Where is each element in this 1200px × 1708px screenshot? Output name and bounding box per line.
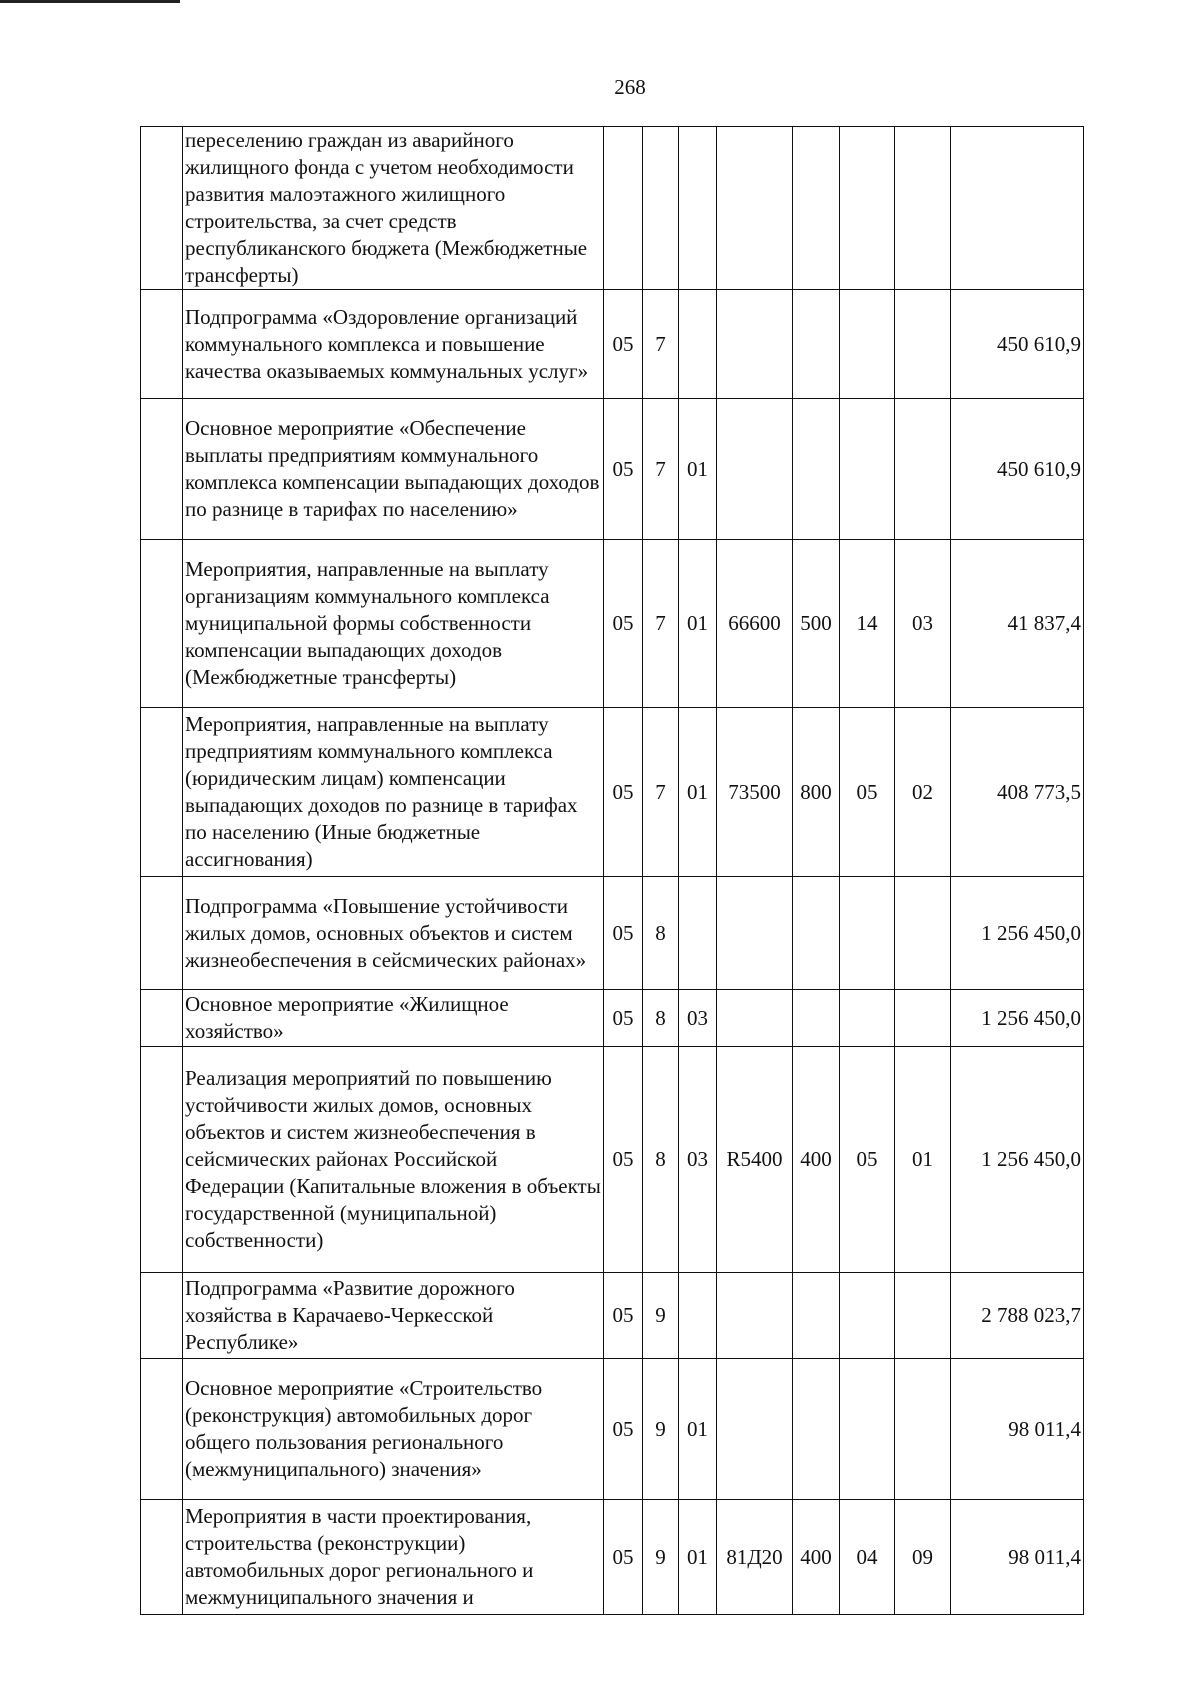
- program-cell: 9: [643, 1500, 679, 1615]
- chapter-cell: 05: [840, 708, 895, 877]
- event-cell: [679, 877, 717, 990]
- direction-cell: R5400: [717, 1047, 793, 1273]
- expense-type-cell: 400: [793, 1047, 840, 1273]
- direction-cell: [717, 990, 793, 1047]
- subchapter-cell: [895, 877, 951, 990]
- program-cell: 8: [643, 1047, 679, 1273]
- amount-cell: 98 011,4: [951, 1359, 1084, 1500]
- chapter-cell: [840, 1273, 895, 1359]
- event-cell: 01: [679, 1500, 717, 1615]
- chapter-cell: [840, 290, 895, 399]
- description-cell: Основное мероприятие «Жилищное хозяйство»: [183, 990, 604, 1047]
- table-row: [141, 1273, 1084, 1359]
- expense-type-cell: [793, 290, 840, 399]
- description-cell: Основное мероприятие «Обеспечение выплаты предприятиям коммунального комплекса компенсации выпадающих доходов по разнице в тарифах по населению»: [183, 399, 604, 540]
- section-cell: 05: [604, 1273, 643, 1359]
- amount-cell: 450 610,9: [951, 399, 1084, 540]
- direction-cell: [717, 127, 793, 290]
- chapter-cell: [840, 399, 895, 540]
- amount-cell: 2 788 023,7: [951, 1273, 1084, 1359]
- direction-cell: [717, 1359, 793, 1500]
- section-cell: [604, 127, 643, 290]
- subchapter-cell: 03: [895, 540, 951, 708]
- amount-cell: 450 610,9: [951, 290, 1084, 399]
- section-cell: 05: [604, 1359, 643, 1500]
- program-cell: 7: [643, 708, 679, 877]
- event-cell: 01: [679, 540, 717, 708]
- expense-type-cell: [793, 877, 840, 990]
- expense-type-cell: 800: [793, 708, 840, 877]
- subchapter-cell: [895, 127, 951, 290]
- event-cell: 01: [679, 399, 717, 540]
- program-cell: 9: [643, 1273, 679, 1359]
- row-number-cell: [141, 877, 183, 990]
- table-row: [141, 708, 1084, 877]
- direction-cell: 73500: [717, 708, 793, 877]
- subchapter-cell: [895, 399, 951, 540]
- expense-type-cell: [793, 399, 840, 540]
- table-row: [141, 1047, 1084, 1273]
- event-cell: 03: [679, 990, 717, 1047]
- amount-cell: 98 011,4: [951, 1500, 1084, 1615]
- table-row: [141, 1359, 1084, 1500]
- description-cell: Реализация мероприятий по повышению устойчивости жилых домов, основных объектов и систем жизнеобеспечения в сейсмических районах Российской Федерации (Капитальные вложения в объекты государственной (муниципальной) собственности): [183, 1047, 604, 1273]
- amount-cell: 408 773,5: [951, 708, 1084, 877]
- program-cell: 9: [643, 1359, 679, 1500]
- budget-table: [140, 126, 1084, 1615]
- chapter-cell: [840, 1359, 895, 1500]
- table-row: [141, 1500, 1084, 1615]
- description-cell: Мероприятия, направленные на выплату предприятиям коммунального комплекса (юридическим лицам) компенсации выпадающих доходов по разнице в тарифах по населению (Иные бюджетные ассигнования): [183, 708, 604, 877]
- chapter-cell: [840, 877, 895, 990]
- event-cell: [679, 1273, 717, 1359]
- direction-cell: [717, 877, 793, 990]
- event-cell: [679, 290, 717, 399]
- section-cell: 05: [604, 540, 643, 708]
- event-cell: 03: [679, 1047, 717, 1273]
- amount-cell: 1 256 450,0: [951, 990, 1084, 1047]
- chapter-cell: [840, 990, 895, 1047]
- section-cell: 05: [604, 708, 643, 877]
- program-cell: [643, 127, 679, 290]
- direction-cell: 66600: [717, 540, 793, 708]
- expense-type-cell: [793, 1359, 840, 1500]
- row-number-cell: [141, 708, 183, 877]
- amount-cell: 41 837,4: [951, 540, 1084, 708]
- direction-cell: [717, 290, 793, 399]
- event-cell: [679, 127, 717, 290]
- description-cell: Подпрограмма «Оздоровление организаций коммунального комплекса и повышение качества оказываемых коммунальных услуг»: [183, 290, 604, 399]
- row-number-cell: [141, 1359, 183, 1500]
- description-cell: Мероприятия, направленные на выплату организациям коммунального комплекса муниципальной формы собственности компенсации выпадающих доходов (Межбюджетные трансферты): [183, 540, 604, 708]
- row-number-cell: [141, 290, 183, 399]
- subchapter-cell: 02: [895, 708, 951, 877]
- row-number-cell: [141, 1273, 183, 1359]
- direction-cell: [717, 399, 793, 540]
- program-cell: 7: [643, 540, 679, 708]
- expense-type-cell: 500: [793, 540, 840, 708]
- table-row: [141, 990, 1084, 1047]
- row-number-cell: [141, 1047, 183, 1273]
- description-cell: Основное мероприятие «Строительство (реконструкция) автомобильных дорог общего пользования регионального (межмуниципального) значения»: [183, 1359, 604, 1500]
- scan-edge-line: [0, 0, 180, 3]
- table-row: [141, 290, 1084, 399]
- section-cell: 05: [604, 877, 643, 990]
- program-cell: 8: [643, 877, 679, 990]
- description-cell: Мероприятия в части проектирования, строительства (реконструкции) автомобильных дорог регионального и межмуниципального значения и: [183, 1500, 604, 1615]
- expense-type-cell: [793, 1273, 840, 1359]
- subchapter-cell: [895, 1359, 951, 1500]
- expense-type-cell: [793, 990, 840, 1047]
- chapter-cell: 14: [840, 540, 895, 708]
- row-number-cell: [141, 990, 183, 1047]
- table-row: [141, 127, 1084, 290]
- table-row: [141, 399, 1084, 540]
- subchapter-cell: [895, 1273, 951, 1359]
- direction-cell: 81Д20: [717, 1500, 793, 1615]
- description-cell: Подпрограмма «Повышение устойчивости жилых домов, основных объектов и систем жизнеобеспечения в сейсмических районах»: [183, 877, 604, 990]
- description-cell: Подпрограмма «Развитие дорожного хозяйства в Карачаево-Черкесской Республике»: [183, 1273, 604, 1359]
- row-number-cell: [141, 399, 183, 540]
- amount-cell: [951, 127, 1084, 290]
- amount-cell: 1 256 450,0: [951, 1047, 1084, 1273]
- description-cell: переселению граждан из аварийного жилищного фонда с учетом необходимости развития малоэтажного жилищного строительства, за счет средств республиканского бюджета (Межбюджетные трансферты): [183, 127, 604, 290]
- section-cell: 05: [604, 1500, 643, 1615]
- chapter-cell: 05: [840, 1047, 895, 1273]
- subchapter-cell: 01: [895, 1047, 951, 1273]
- table-row: [141, 540, 1084, 708]
- program-cell: 8: [643, 990, 679, 1047]
- row-number-cell: [141, 540, 183, 708]
- row-number-cell: [141, 1500, 183, 1615]
- section-cell: 05: [604, 399, 643, 540]
- expense-type-cell: [793, 127, 840, 290]
- section-cell: 05: [604, 1047, 643, 1273]
- expense-type-cell: 400: [793, 1500, 840, 1615]
- chapter-cell: [840, 127, 895, 290]
- program-cell: 7: [643, 399, 679, 540]
- chapter-cell: 04: [840, 1500, 895, 1615]
- program-cell: 7: [643, 290, 679, 399]
- subchapter-cell: [895, 290, 951, 399]
- row-number-cell: [141, 127, 183, 290]
- section-cell: 05: [604, 290, 643, 399]
- subchapter-cell: 09: [895, 1500, 951, 1615]
- direction-cell: [717, 1273, 793, 1359]
- event-cell: 01: [679, 708, 717, 877]
- event-cell: 01: [679, 1359, 717, 1500]
- subchapter-cell: [895, 990, 951, 1047]
- page-number: 268: [614, 75, 646, 99]
- amount-cell: 1 256 450,0: [951, 877, 1084, 990]
- section-cell: 05: [604, 990, 643, 1047]
- table-row: [141, 877, 1084, 990]
